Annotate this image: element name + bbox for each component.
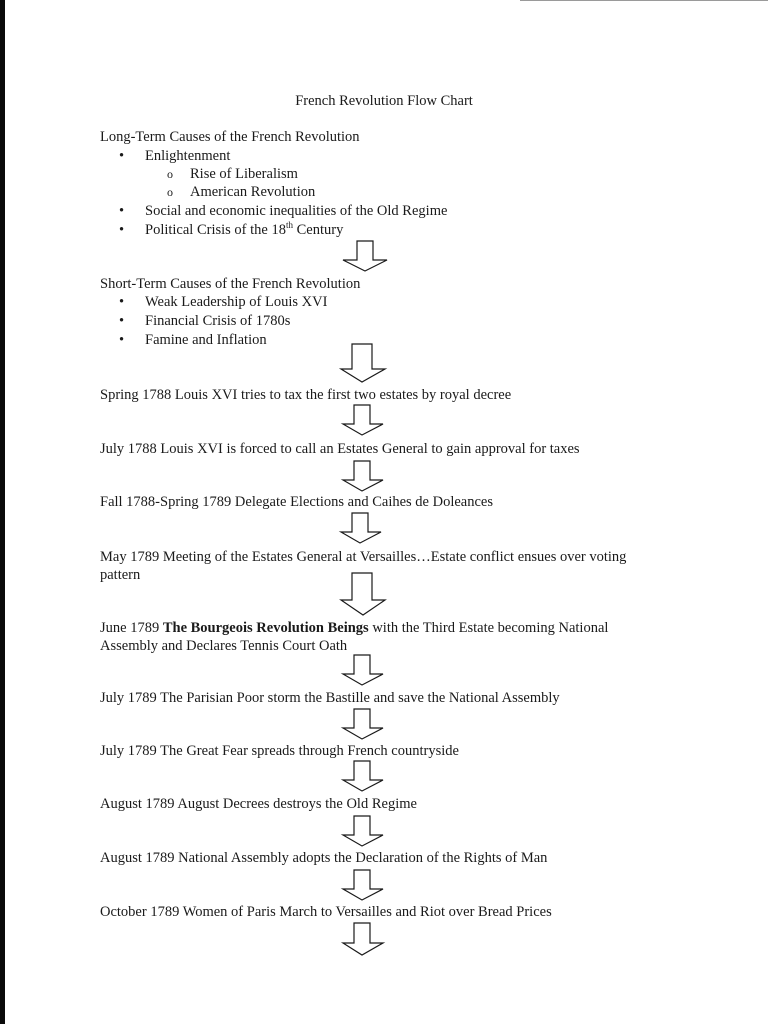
down-arrow-icon — [338, 512, 384, 544]
event-july-1788: July 1788 Louis XVI is forced to call an Estates General to gain approval for taxes — [100, 441, 580, 457]
bullet: • — [119, 203, 125, 219]
down-arrow-icon — [340, 815, 386, 847]
bullet: • — [119, 294, 125, 310]
long-term-item-enlightenment: Enlightenment — [145, 148, 231, 164]
down-arrow-icon — [338, 343, 388, 383]
short-term-heading: Short-Term Causes of the French Revolution — [100, 276, 361, 292]
long-term-heading: Long-Term Causes of the French Revolution — [100, 129, 360, 145]
bullet: • — [119, 313, 125, 329]
event-august-1789-rights: August 1789 National Assembly adopts the Declaration of the Rights of Man — [100, 850, 548, 866]
bold-emphasis: The Bourgeois Revolution Beings — [162, 620, 369, 636]
down-arrow-icon — [340, 708, 386, 740]
bullet: • — [119, 332, 125, 348]
short-term-item-leadership: Weak Leadership of Louis XVI — [145, 294, 328, 310]
scan-edge-top — [520, 0, 768, 1]
down-arrow-icon — [340, 654, 386, 686]
event-july-1789-bastille: July 1789 The Parisian Poor storm the Bastille and save the National Assembly — [100, 690, 560, 706]
sub-bullet: o — [167, 185, 173, 199]
event-august-1789-decrees: August 1789 August Decrees destroys the Old Regime — [100, 796, 417, 812]
event-october-1789: October 1789 Women of Paris March to Versailles and Riot over Bread Prices — [100, 904, 552, 920]
event-fall-1788: Fall 1788-Spring 1789 Delegate Elections and Caihes de Doleances — [100, 494, 494, 510]
long-term-item-political-crisis: Political Crisis of the 18th Century — [145, 220, 344, 238]
page-title: French Revolution Flow Chart — [295, 93, 473, 109]
event-june-1789: June 1789 The Bourgeois Revolution Beings with the Third Estate becoming National Assembly and Declares Tennis Court Oath — [100, 620, 609, 654]
down-arrow-icon — [340, 240, 390, 272]
sub-item-american-revolution: American Revolution — [190, 184, 316, 200]
down-arrow-icon — [340, 869, 386, 901]
down-arrow-icon — [340, 460, 386, 492]
long-term-item-inequalities: Social and economic inequalities of the Old Regime — [145, 203, 448, 219]
event-spring-1788: Spring 1788 Louis XVI tries to tax the first two estates by royal decree — [100, 387, 512, 403]
event-may-1789: May 1789 Meeting of the Estates General at Versailles…Estate conflict ensues over voting pattern — [100, 549, 627, 583]
bullet: • — [119, 222, 125, 238]
bullet: • — [119, 148, 125, 164]
down-arrow-icon — [340, 760, 386, 792]
down-arrow-icon — [340, 922, 386, 956]
down-arrow-icon — [340, 404, 386, 436]
event-july-1789-great-fear: July 1789 The Great Fear spreads through French countryside — [100, 743, 459, 759]
short-term-item-famine: Famine and Inflation — [145, 332, 267, 348]
sub-bullet: o — [167, 167, 173, 181]
down-arrow-icon — [338, 572, 388, 616]
short-term-item-financial: Financial Crisis of 1780s — [145, 313, 291, 329]
scan-edge-left — [0, 0, 5, 1024]
sub-item-liberalism: Rise of Liberalism — [190, 166, 298, 182]
